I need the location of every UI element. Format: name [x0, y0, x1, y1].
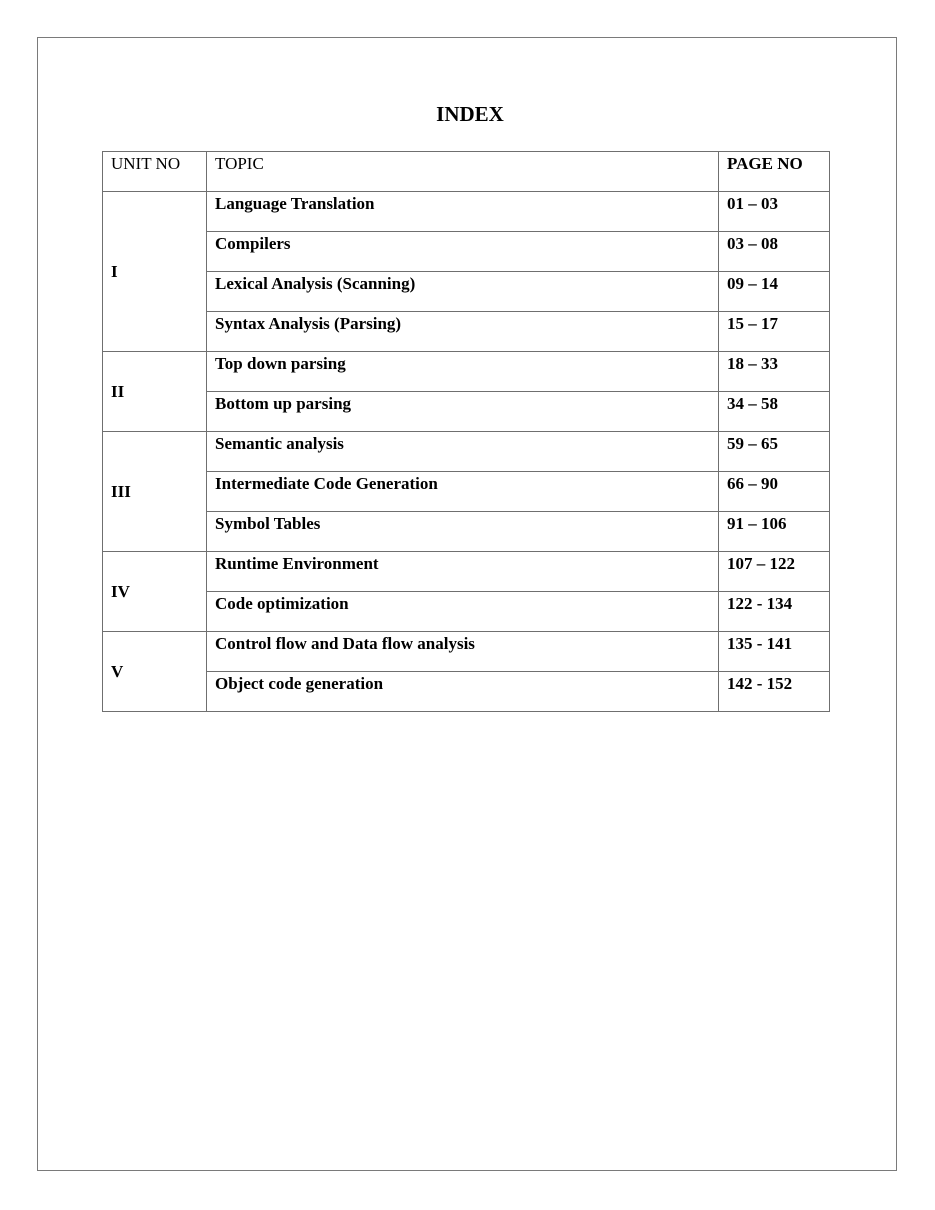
- unit-cell: V: [103, 632, 207, 712]
- page-range-cell: 18 – 33: [719, 352, 830, 392]
- page-range-cell: 03 – 08: [719, 232, 830, 272]
- index-table-body: [103, 192, 830, 712]
- topic-cell: Bottom up parsing: [207, 392, 719, 432]
- table-row: [103, 632, 830, 672]
- page-range-cell: 15 – 17: [719, 312, 830, 352]
- unit-cell: III: [103, 432, 207, 552]
- page-title: INDEX: [436, 102, 504, 126]
- table-row: [103, 272, 830, 312]
- topic-cell: Intermediate Code Generation: [207, 472, 719, 512]
- page-range-cell: 66 – 90: [719, 472, 830, 512]
- table-row: [103, 192, 830, 232]
- table-row: [103, 672, 830, 712]
- table-row: [103, 312, 830, 352]
- unit-cell: II: [103, 352, 207, 432]
- page-range-cell: 09 – 14: [719, 272, 830, 312]
- table-row: [103, 352, 830, 392]
- table-row: [103, 392, 830, 432]
- page-range-cell: 135 - 141: [719, 632, 830, 672]
- topic-cell: Language Translation: [207, 192, 719, 232]
- page-range-cell: 122 - 134: [719, 592, 830, 632]
- header-unit-no: UNIT NO: [103, 152, 207, 192]
- table-row: [103, 512, 830, 552]
- topic-cell: Lexical Analysis (Scanning): [207, 272, 719, 312]
- table-row: [103, 432, 830, 472]
- topic-cell: Runtime Environment: [207, 552, 719, 592]
- table-row: [103, 232, 830, 272]
- table-row: [103, 592, 830, 632]
- topic-cell: Syntax Analysis (Parsing): [207, 312, 719, 352]
- topic-cell: Compilers: [207, 232, 719, 272]
- page-range-cell: 107 – 122: [719, 552, 830, 592]
- index-table: [102, 151, 830, 712]
- page-range-cell: 34 – 58: [719, 392, 830, 432]
- table-row: [103, 472, 830, 512]
- header-page-no: PAGE NO: [719, 152, 830, 192]
- header-topic: TOPIC: [207, 152, 719, 192]
- page-range-cell: 91 – 106: [719, 512, 830, 552]
- unit-cell: IV: [103, 552, 207, 632]
- topic-cell: Semantic analysis: [207, 432, 719, 472]
- page-range-cell: 59 – 65: [719, 432, 830, 472]
- page-range-cell: 142 - 152: [719, 672, 830, 712]
- topic-cell: Control flow and Data flow analysis: [207, 632, 719, 672]
- page-range-cell: 01 – 03: [719, 192, 830, 232]
- table-row: [103, 552, 830, 592]
- unit-cell: I: [103, 192, 207, 352]
- topic-cell: Symbol Tables: [207, 512, 719, 552]
- topic-cell: Code optimization: [207, 592, 719, 632]
- topic-cell: Object code generation: [207, 672, 719, 712]
- table-header-row: [103, 152, 830, 192]
- topic-cell: Top down parsing: [207, 352, 719, 392]
